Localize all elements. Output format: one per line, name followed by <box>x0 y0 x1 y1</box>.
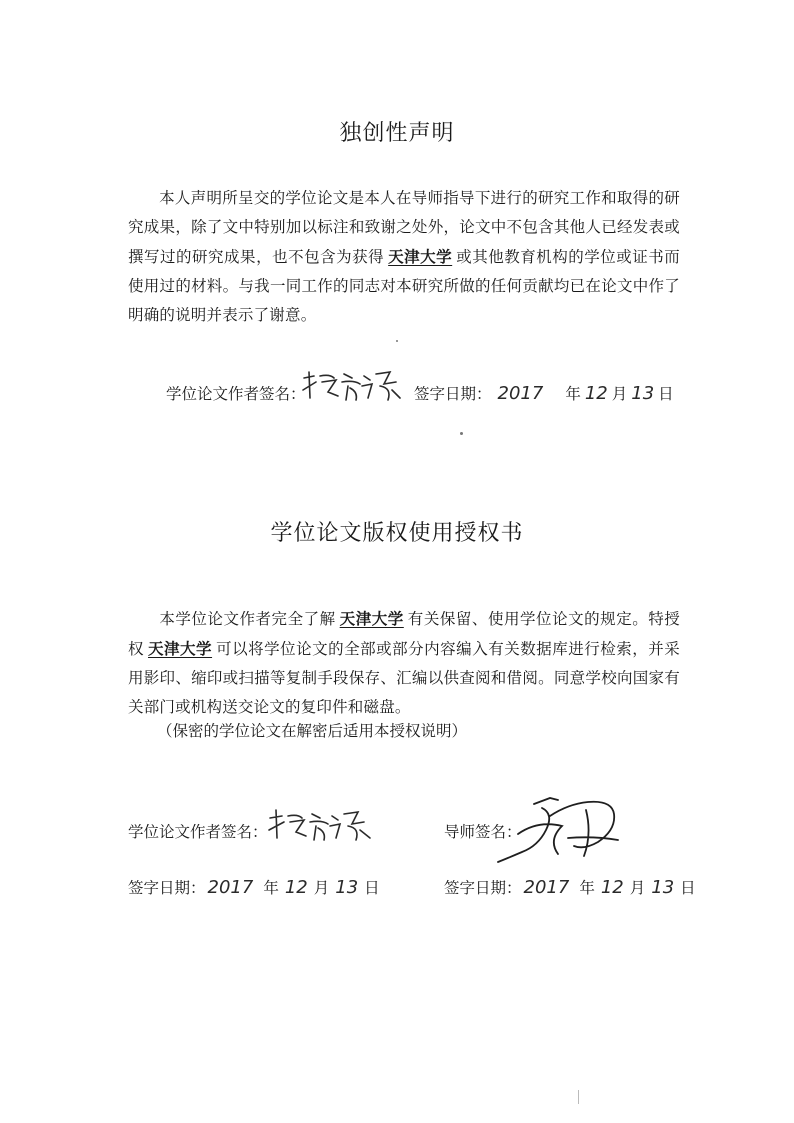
date-label: 签字日期： <box>128 879 206 897</box>
authorization-title: 学位论文版权使用授权书 <box>270 521 524 546</box>
date-label: 签字日期： <box>444 879 522 897</box>
authorization-text-2: 有关保留、使用学位论文的规定。特授权 <box>128 610 680 658</box>
advisor-date-line <box>444 876 696 898</box>
year-unit: 年 <box>579 879 595 897</box>
date-year: 2017 <box>207 877 254 898</box>
authorization-note: （保密的学位论文在解密后适用本授权说明） <box>157 722 468 740</box>
day-unit: 日 <box>680 879 696 897</box>
authorization-paragraph <box>128 604 680 722</box>
university-name: 天津大学 <box>148 639 213 658</box>
date-day: 13 <box>335 877 359 898</box>
scan-speck <box>578 1090 579 1104</box>
author-signature-image <box>266 806 374 846</box>
month-unit: 月 <box>313 879 330 897</box>
author-signature-label: 学位论文作者签名： <box>128 823 268 841</box>
date-year: 2017 <box>497 383 544 404</box>
authorization-text-3: 可以将学位论文的全部或部分内容编入有关数据库进行检索，并采用影印、缩印或扫描等复制手段保存、汇编以供查阅和借阅。同意学校向国家有关部门或机构送交论文的复印件和磁盘。 <box>128 640 680 716</box>
scan-speck <box>396 340 398 342</box>
declaration-author-signature-line <box>166 382 306 404</box>
author-signature-label: 学位论文作者签名： <box>166 385 306 403</box>
day-unit: 日 <box>364 879 380 897</box>
date-label: 签字日期： <box>414 385 492 403</box>
advisor-signature-image <box>488 790 638 870</box>
declaration-title: 独创性声明 <box>339 121 455 146</box>
author-signature-image <box>300 368 404 406</box>
year-unit: 年 <box>263 879 279 897</box>
declaration-text-1: 本人声明所呈交的学位论文是本人在导师指导下进行的研究工作和取得的研究成果，除了文中特别加以标注和致谢之处外，论文中不包含其他人已经发表或撰写过的研究成果，也不包含为获得 <box>128 189 680 266</box>
year-unit: 年 <box>565 385 581 403</box>
declaration-paragraph <box>128 184 680 330</box>
day-unit: 日 <box>658 385 674 403</box>
authorization-author-signature-line <box>128 820 268 842</box>
date-year: 2017 <box>523 877 570 898</box>
authorization-text-1: 本学位论文作者完全了解 <box>159 610 336 628</box>
authorization-author-date-line <box>128 876 380 898</box>
date-day: 13 <box>651 877 675 898</box>
month-unit: 月 <box>629 879 646 897</box>
scan-speck <box>460 432 463 435</box>
date-month: 12 <box>584 383 608 404</box>
declaration-text-2: 或其他教育机构的学位或证书而使用过的材料。与我一同工作的同志对本研究所做的任何贡献均已在论文中作了明确的说明并表示了谢意。 <box>128 248 680 324</box>
date-day: 13 <box>631 383 655 404</box>
date-month: 12 <box>284 877 308 898</box>
university-name: 天津大学 <box>388 247 453 266</box>
advisor-signature-label: 导师签名： <box>444 823 522 841</box>
month-unit: 月 <box>611 385 628 403</box>
date-month: 12 <box>600 877 624 898</box>
university-name: 天津大学 <box>339 609 404 628</box>
declaration-date-line <box>414 382 674 404</box>
